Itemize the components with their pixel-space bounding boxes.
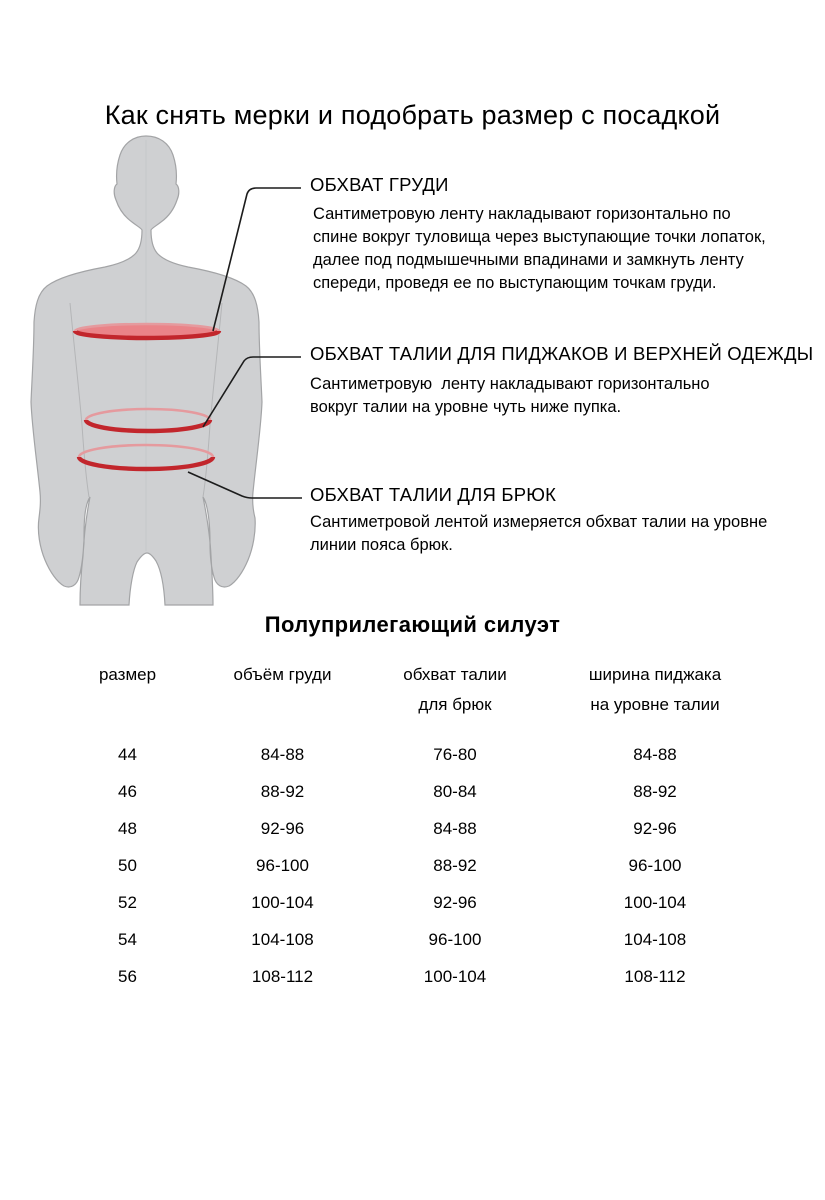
jacket-width-cell: 108-112 (624, 966, 686, 986)
jacket-width-cell: 104-108 (623, 929, 687, 949)
description-line: далее под подмышечными впадинами и замкнуть ленту (313, 251, 744, 269)
description-line: Сантиметровой лентой измеряется обхват талии на уровне (310, 513, 768, 531)
size-cell: 48 (118, 818, 137, 838)
waist-cell: 88-92 (433, 855, 477, 875)
description-line: Сантиметровую ленту накладывают горизонтально (310, 375, 710, 393)
jacket-width-cell: 100-104 (623, 892, 687, 912)
table-row (60, 884, 770, 921)
description-line: Сантиметровую ленту накладывают горизонтально по (313, 205, 731, 223)
column-header-blank (195, 690, 370, 720)
jacket-waist-heading: ОБХВАТ ТАЛИИ ДЛЯ ПИДЖАКОВ И ВЕРХНЕЙ ОДЕЖДЫ (310, 343, 814, 364)
size-cell: 56 (118, 966, 137, 986)
table-body (60, 736, 770, 995)
description-line: спереди, проведя ее по выступающим точкам груди. (313, 274, 717, 292)
column-header-size: размер (98, 665, 157, 684)
waist-cell: 96-100 (428, 929, 482, 949)
chest-band (75, 324, 219, 338)
size-cell: 52 (118, 892, 137, 912)
column-header-jacket-width-sub: на уровне талии (590, 695, 720, 714)
jacket-width-cell: 92-96 (633, 818, 677, 838)
table-header-row-1 (60, 660, 770, 690)
waist-cell: 80-84 (433, 781, 477, 801)
size-cell: 50 (118, 855, 137, 875)
column-header-waist: обхват талии (403, 665, 507, 684)
chest-cell: 108-112 (251, 966, 314, 986)
table-row (60, 847, 770, 884)
size-table (60, 660, 770, 995)
size-table-title: Полуприлегающий силуэт (264, 612, 561, 637)
column-header-chest: объём груди (233, 665, 332, 684)
description-line: вокруг талии на уровне чуть ниже пупка. (310, 398, 622, 416)
table-row (60, 736, 770, 773)
description-line: спине вокруг туловища через выступающие точки лопаток, (313, 228, 766, 246)
table-row (60, 958, 770, 995)
page-title: Как снять мерки и подобрать размер с посадкой (104, 100, 721, 131)
column-header-blank (60, 690, 195, 720)
jacket-waist-description (310, 373, 710, 419)
chest-measure-heading: ОБХВАТ ГРУДИ (310, 174, 449, 195)
waist-cell: 84-88 (433, 818, 477, 838)
column-header-jacket-width: ширина пиджака (588, 665, 722, 684)
chest-cell: 88-92 (260, 781, 305, 801)
jacket-width-cell: 96-100 (628, 855, 682, 875)
chest-cell: 92-96 (260, 818, 305, 838)
description-line: линии пояса брюк. (310, 536, 453, 554)
chest-cell: 104-108 (251, 929, 314, 949)
chest-cell: 100-104 (251, 892, 314, 912)
table-row (60, 810, 770, 847)
trouser-waist-description (310, 511, 767, 557)
chest-cell: 96-100 (256, 855, 309, 875)
jacket-width-cell: 84-88 (633, 744, 677, 764)
table-header-row-2 (60, 690, 770, 720)
table-row (60, 773, 770, 810)
column-header-waist-sub: для брюк (418, 695, 492, 714)
waist-cell: 92-96 (433, 892, 477, 912)
trouser-waist-heading: ОБХВАТ ТАЛИИ ДЛЯ БРЮК (310, 484, 557, 505)
chest-measure-description (313, 203, 766, 295)
jacket-width-cell: 88-92 (633, 781, 677, 801)
waist-cell: 100-104 (423, 966, 487, 986)
table-row (60, 921, 770, 958)
measurement-figure (0, 120, 320, 620)
chest-cell: 84-88 (260, 744, 305, 764)
size-cell: 46 (118, 781, 137, 801)
size-cell: 44 (118, 744, 137, 764)
male-silhouette-illustration (0, 120, 320, 620)
size-cell: 54 (118, 929, 137, 949)
waist-cell: 76-80 (433, 744, 477, 764)
